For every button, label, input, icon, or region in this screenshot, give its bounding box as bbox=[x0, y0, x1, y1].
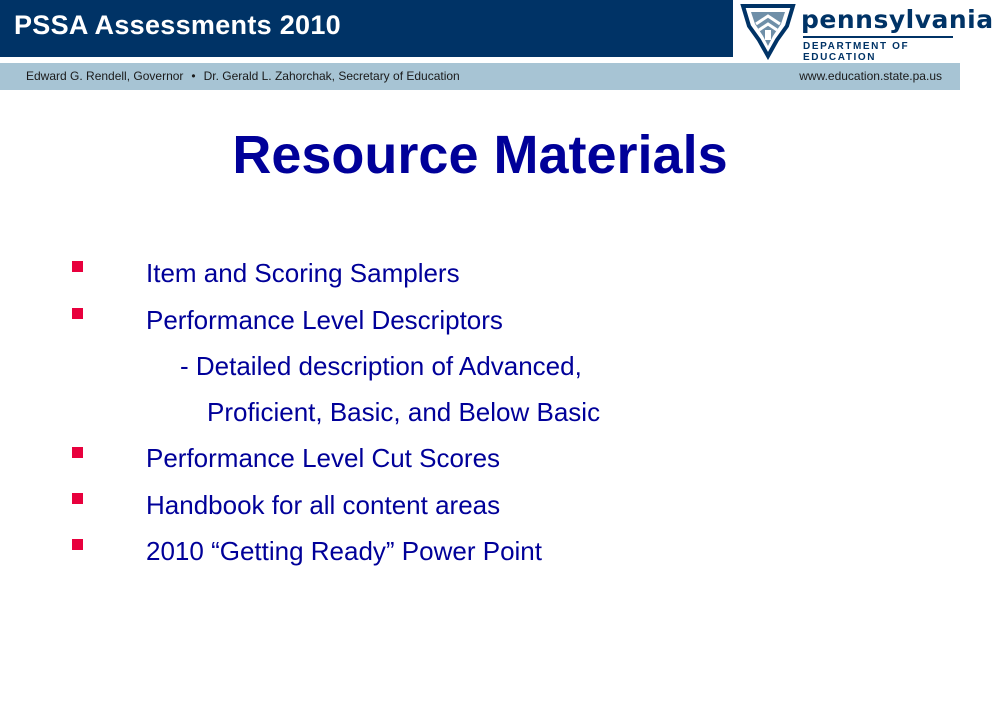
credit-separator: • bbox=[191, 69, 196, 83]
header-title: PSSA Assessments 2010 bbox=[14, 10, 341, 40]
logo-divider bbox=[803, 36, 953, 38]
bullet-marker bbox=[72, 447, 83, 458]
bullet-marker bbox=[72, 261, 83, 272]
sub-item: Proficient, Basic, and Below Basic bbox=[207, 397, 601, 427]
website-url: www.education.state.pa.us bbox=[799, 69, 942, 83]
bullet-item: Performance Level Cut Scores bbox=[146, 443, 501, 473]
slide-title: Resource Materials bbox=[232, 125, 728, 185]
bullet-marker bbox=[72, 539, 83, 550]
bullet-item: Handbook for all content areas bbox=[146, 490, 501, 520]
logo-subtitle: DEPARTMENT OF EDUCATION bbox=[803, 41, 910, 63]
bullet-marker bbox=[72, 493, 83, 504]
keystone-icon bbox=[739, 2, 797, 58]
credit-bar bbox=[0, 63, 960, 90]
sub-item: - Detailed description of Advanced, bbox=[180, 351, 582, 381]
credit-left bbox=[26, 69, 460, 83]
logo bbox=[733, 0, 994, 63]
bullet-item: Item and Scoring Samplers bbox=[146, 258, 460, 288]
logo-wordmark: pennsylvania bbox=[801, 5, 994, 34]
secretary-credit: Dr. Gerald L. Zahorchak, Secretary of Education bbox=[203, 69, 460, 83]
governor-credit: Edward G. Rendell, Governor bbox=[26, 69, 184, 83]
bullet-marker bbox=[72, 308, 83, 319]
header-bar bbox=[0, 0, 733, 60]
bullet-item: Performance Level Descriptors bbox=[146, 305, 503, 335]
bullet-item: 2010 “Getting Ready” Power Point bbox=[146, 536, 542, 566]
